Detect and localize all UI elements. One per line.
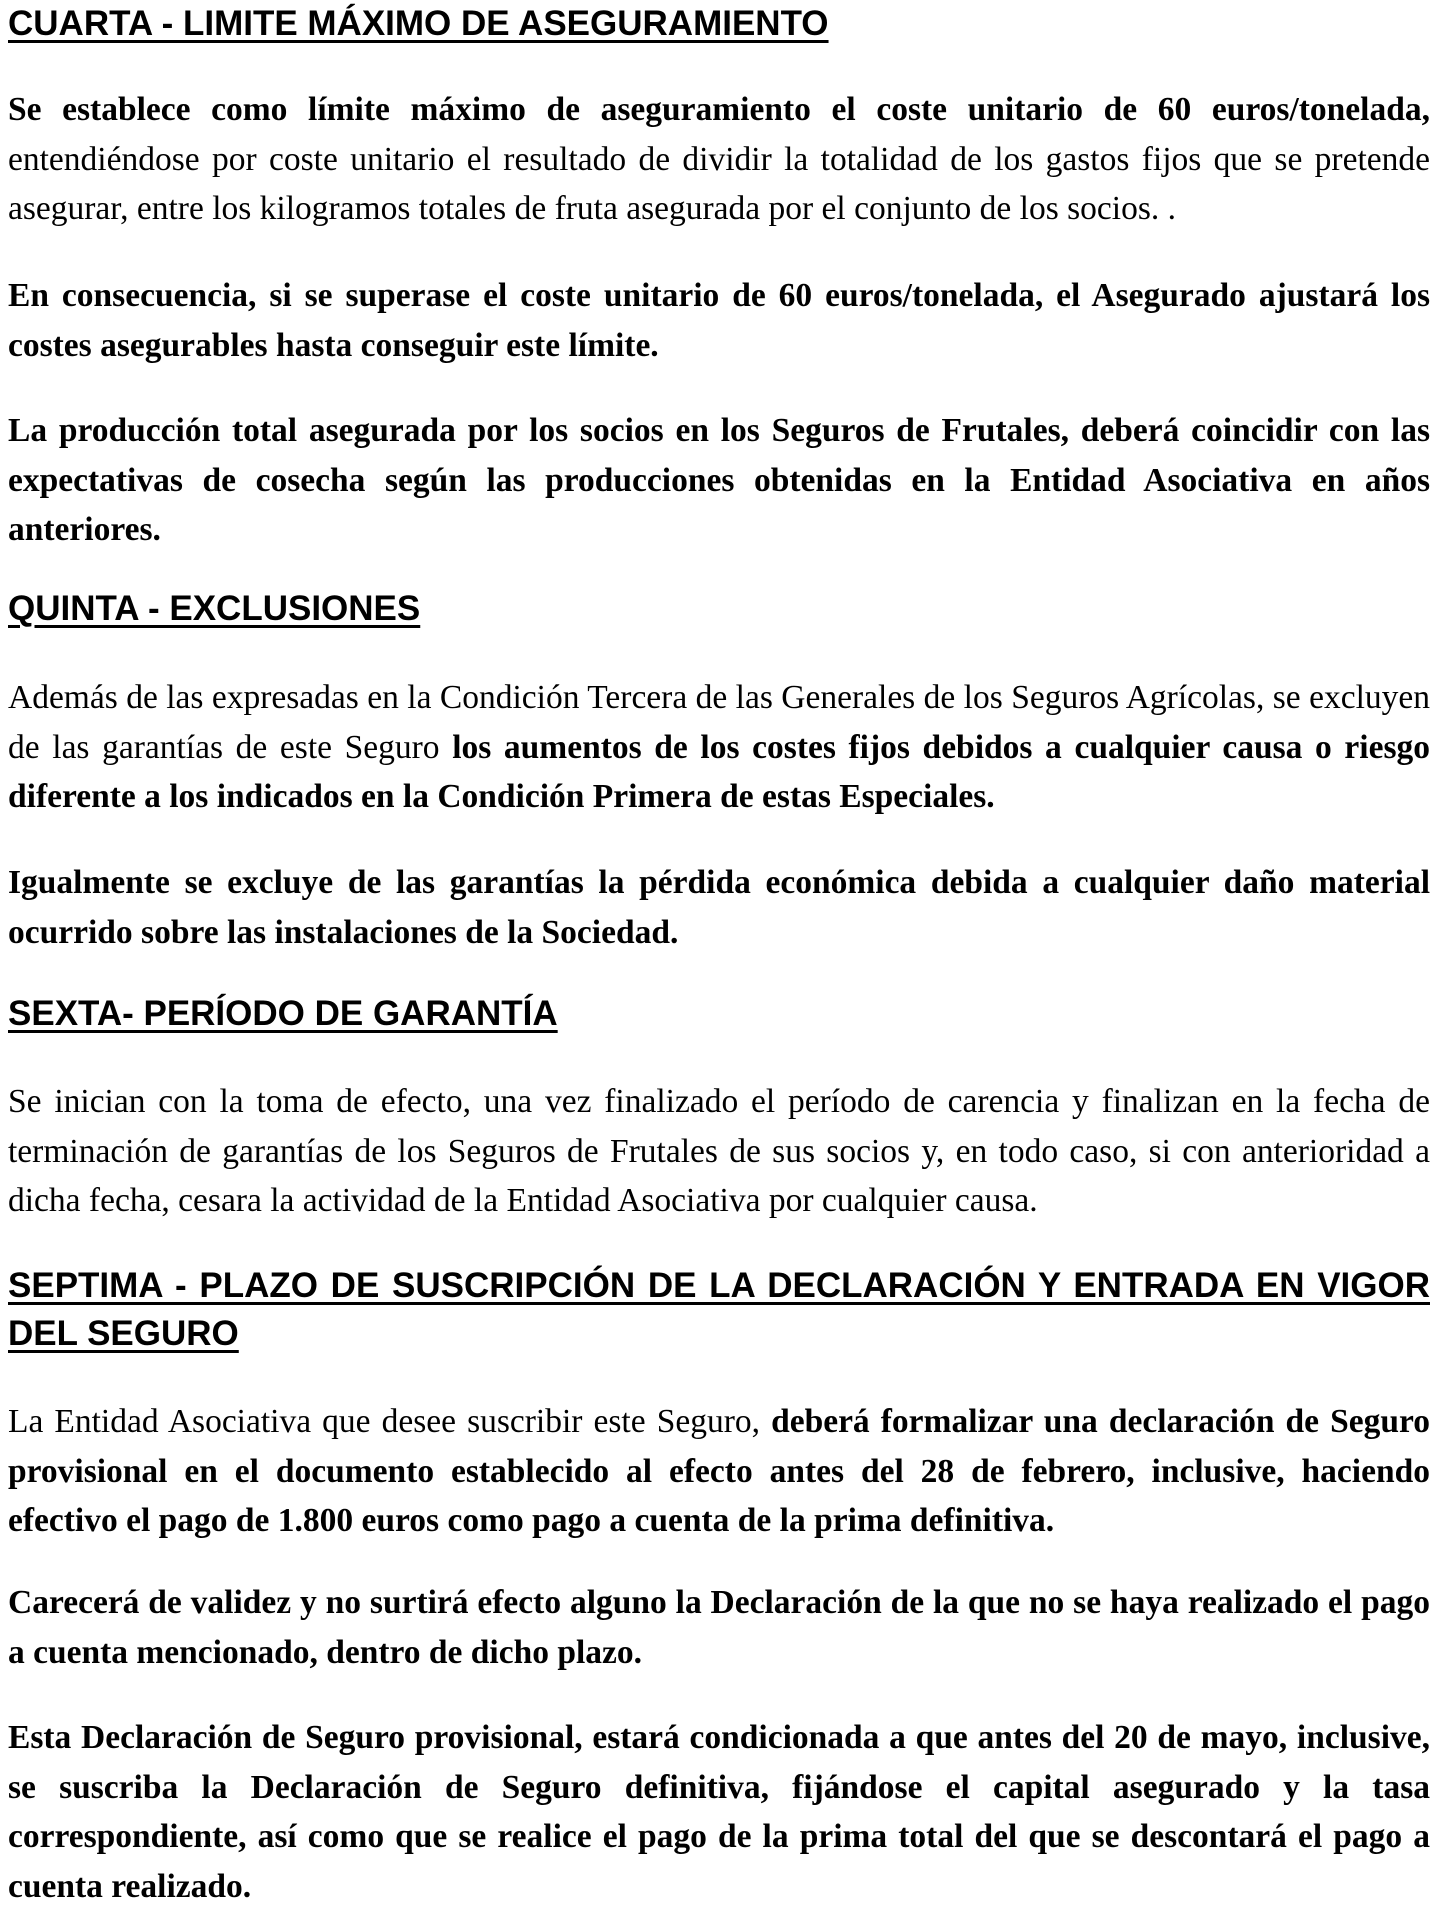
paragraph-cuarta-limit-bold: Se establece como límite máximo de aseguramiento el coste unitario de 60 euros/tonelada, <box>8 91 1430 128</box>
section-heading-septima: SEPTIMA - PLAZO DE SUSCRIPCIÓN DE LA DECLARACIÓN Y ENTRADA EN VIGOR DEL SEGURO <box>8 1266 1430 1353</box>
paragraph-sexta-guarantee-period: Se inician con la toma de efecto, una vez finalizado el período de carencia y finalizan en la fecha de terminación de garantías de los Seguros de Frutales de sus socios y, en todo caso, si con anterioridad a dicha fecha, cesara la actividad de la Entidad Asociativa por cualquier causa. <box>8 1083 1430 1219</box>
paragraph-septima-declaration-regular: La Entidad Asociativa que desee suscribir este Seguro, <box>8 1403 772 1440</box>
paragraph-quinta-exclusions-bold: los aumentos de los costes fijos debidos a cualquier causa o riesgo diferente a los indicados en la Condición Primera de estas Especiales. <box>8 728 1430 815</box>
paragraph-cuarta-production: La producción total asegurada por los socios en los Seguros de Frutales, deberá coincidir con las expectativas de cosecha según las producciones obtenidas en la Entidad Asociativa en años anteriores. <box>8 412 1430 548</box>
paragraph-cuarta-limit <box>8 85 1430 234</box>
paragraph-septima-conditions: Esta Declaración de Seguro provisional, estará condicionada a que antes del 20 de mayo, inclusive, se suscriba la Declaración de Seguro definitiva, fijándose el capital asegurado y la tasa correspondiente, así como que se realice el pago de la prima total del que se descontará el pago a cuenta realizado. <box>8 1719 1430 1905</box>
paragraph-cuarta-consequence: En consecuencia, si se superase el coste unitario de 60 euros/tonelada, el Asegurado ajustará los costes asegurables hasta conseguir este límite. <box>8 277 1430 364</box>
section-heading-sexta: SEXTA- PERÍODO DE GARANTÍA <box>8 994 558 1033</box>
paragraph-quinta-exclusions-regular: Además de las expresadas en la Condición Tercera de las Generales de los Seguros Agrícolas, se excluyen de las garantías de este Seguro <box>8 679 1430 766</box>
paragraph-quinta-material-damage: Igualmente se excluye de las garantías la pérdida económica debida a cualquier daño material ocurrido sobre las instalaciones de la Sociedad. <box>8 864 1430 951</box>
paragraph-septima-declaration-bold: deberá formalizar una declaración de Seguro provisional en el documento establecido al efecto antes del 28 de febrero, inclusive, haciendo efectivo el pago de 1.800 euros como pago a cuenta de la prima definitiva. <box>8 1403 1431 1539</box>
section-heading-quinta: QUINTA - EXCLUSIONES <box>8 589 421 628</box>
paragraph-septima-validity: Carecerá de validez y no surtirá efecto alguno la Declaración de la que no se haya realizado el pago a cuenta mencionado, dentro de dicho plazo. <box>8 1584 1430 1671</box>
paragraph-quinta-exclusions <box>8 673 1430 822</box>
paragraph-cuarta-limit-regular: entendiéndose por coste unitario el resultado de dividir la totalidad de los gastos fijos que se pretende asegurar, entre los kilogramos totales de fruta asegurada por el conjunto de los socios. . <box>8 140 1430 227</box>
paragraph-septima-declaration <box>8 1397 1430 1546</box>
section-heading-cuarta: CUARTA - LIMITE MÁXIMO DE ASEGURAMIENTO <box>8 4 829 43</box>
